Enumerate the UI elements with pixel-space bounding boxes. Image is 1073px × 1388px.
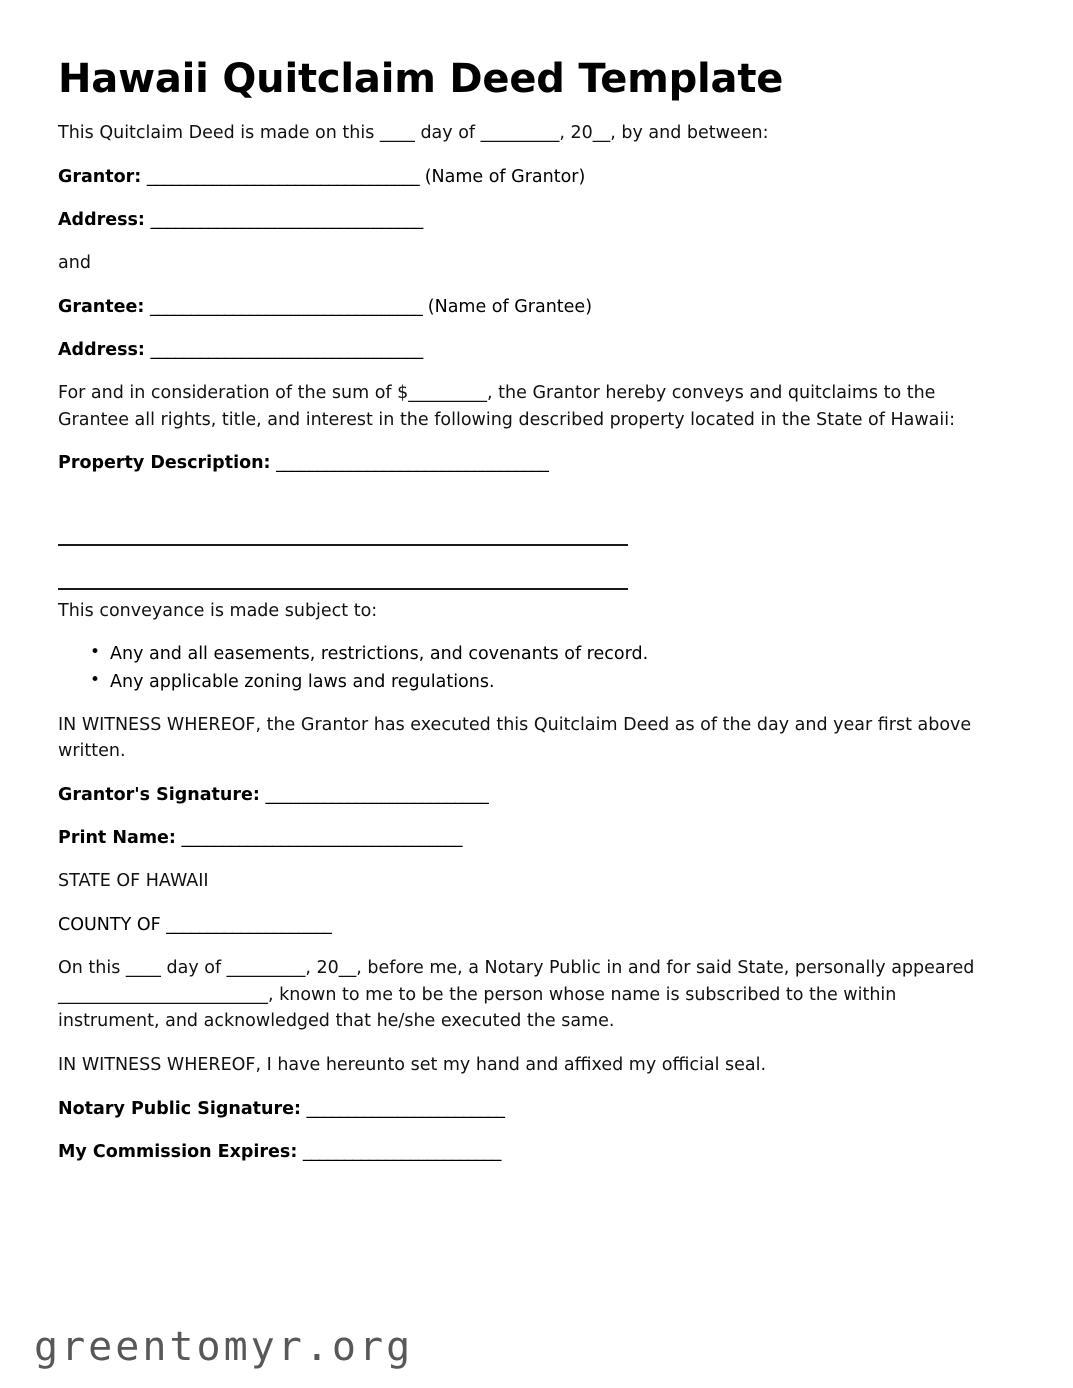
grantee-address-field xyxy=(58,337,990,363)
county-blank[interactable]: ____________________ xyxy=(166,915,332,935)
property-description-blank[interactable]: _________________________________ xyxy=(276,453,549,474)
spacer xyxy=(58,590,990,598)
spacer xyxy=(58,494,990,502)
property-blank-line-2[interactable] xyxy=(58,588,628,590)
site-watermark: greentomyr.org xyxy=(34,1324,414,1370)
grantor-address-label: Address: xyxy=(58,209,145,230)
property-blank-line-1[interactable] xyxy=(58,544,628,546)
grantee-note: (Name of Grantee) xyxy=(427,296,593,317)
list-item: • Any applicable zoning laws and regulations. xyxy=(110,669,990,695)
grantor-blank[interactable]: _________________________________ xyxy=(146,166,420,187)
grantee-address-label: Address: xyxy=(58,339,145,360)
commission-expires-field xyxy=(58,1139,990,1165)
grantor-signature-blank[interactable]: ___________________________ xyxy=(265,784,489,805)
property-description-field xyxy=(58,450,990,476)
grantee-blank[interactable]: _________________________________ xyxy=(149,296,423,317)
grantor-field xyxy=(58,164,990,190)
print-name-label: Print Name: xyxy=(58,828,176,849)
grantee-label: Grantee: xyxy=(58,296,145,317)
grantee-field xyxy=(58,294,990,320)
county-field xyxy=(58,912,990,938)
list-item: • Any and all easements, restrictions, and covenants of record. xyxy=(110,641,990,667)
consideration-paragraph: For and in consideration of the sum of $_________, the Grantor hereby conveys and quitclaims to the Grantee all rights, title, and interest in the following described property located in the State of Hawaii: xyxy=(58,383,956,430)
grantor-address-field xyxy=(58,207,990,233)
grantor-note: (Name of Grantor) xyxy=(424,166,586,187)
property-blank-line-1-wrap xyxy=(58,502,990,546)
property-description-label: Property Description: xyxy=(58,453,271,474)
grantor-signature-field xyxy=(58,782,990,808)
state-line: STATE OF HAWAII xyxy=(58,871,209,892)
notary-signature-label: Notary Public Signature: xyxy=(58,1098,301,1119)
subject-to-list xyxy=(58,641,990,696)
county-label: COUNTY OF xyxy=(58,915,161,935)
witness-notary-paragraph: IN WITNESS WHEREOF, I have hereunto set my hand and affixed my official seal. xyxy=(58,1055,767,1076)
grantee-address-blank[interactable]: _________________________________ xyxy=(150,339,423,360)
grantor-label: Grantor: xyxy=(58,166,142,187)
property-blank-line-2-wrap xyxy=(58,546,990,590)
notary-acknowledgment-paragraph: On this ____ day of _________, 20__, before me, a Notary Public in and for said State, personally appeared ________________________, known to me to be the person whose name is subscribed to the within instrument, and acknowledged that he/she executed the same. xyxy=(58,958,975,1032)
notary-signature-blank[interactable]: ________________________ xyxy=(306,1098,505,1119)
subject-to-heading: This conveyance is made subject to: xyxy=(58,600,378,621)
page-title: Hawaii Quitclaim Deed Template xyxy=(58,56,784,102)
witness-grantor-paragraph: IN WITNESS WHEREOF, the Grantor has executed this Quitclaim Deed as of the day and year first above written. xyxy=(58,714,972,762)
commission-expires-blank[interactable]: ________________________ xyxy=(302,1141,501,1162)
grantor-signature-label: Grantor's Signature: xyxy=(58,784,260,805)
print-name-field xyxy=(58,825,990,851)
grantor-address-blank[interactable]: _________________________________ xyxy=(150,209,423,230)
commission-expires-label: My Commission Expires: xyxy=(58,1141,298,1162)
notary-signature-field xyxy=(58,1096,990,1122)
print-name-blank[interactable]: __________________________________ xyxy=(181,828,463,849)
intro-paragraph: This Quitclaim Deed is made on this ____ day of _________, 20__, by and between: xyxy=(58,123,769,143)
and-connector: and xyxy=(58,253,91,274)
